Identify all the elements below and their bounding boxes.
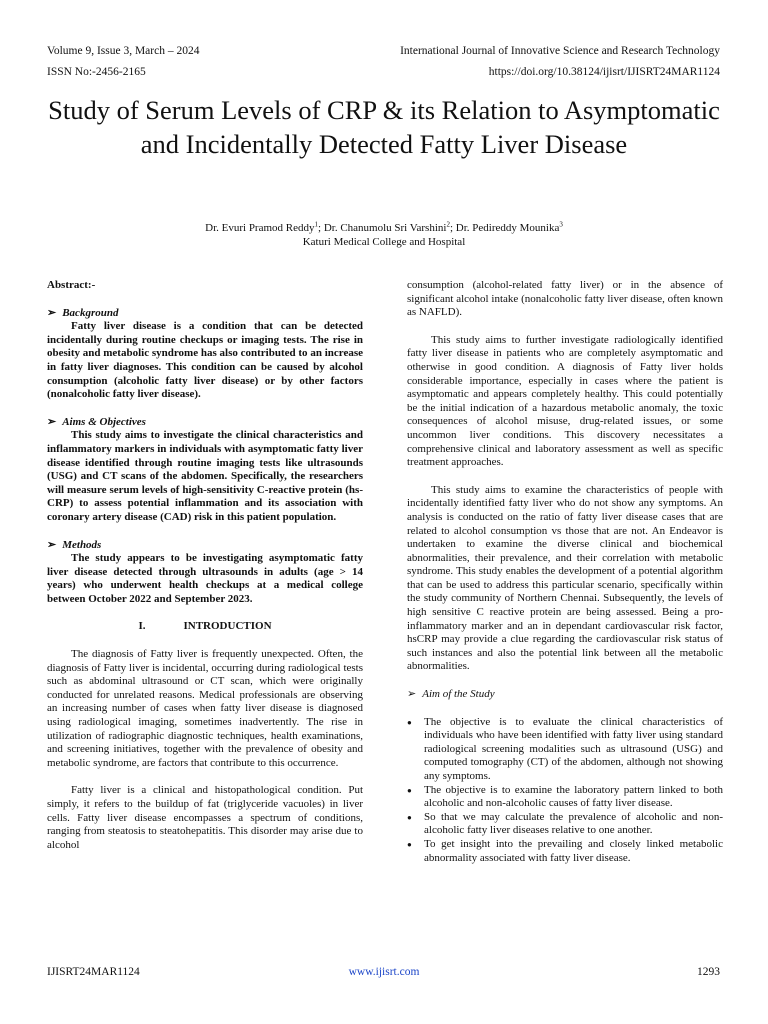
aims-heading [47,416,363,430]
paper-title: Study of Serum Levels of CRP & its Relation to Asymptomatic and Incidentally Detected Fatty Liver Disease [48,95,720,159]
author-3-affil-mark: 3 [559,220,563,229]
author-1: Dr. Evuri Pramod Reddy [205,222,315,234]
section-heading-introduction [47,620,363,634]
arrow-marker-icon: ➢ [407,688,417,701]
right-paragraph-2: This study aims to further investigate radiologically identified fatty liver disease in patients who are completely asymptomatic and otherwise in good condition. A diagnosis of Fatty liver holds considerable importance, especially in cases where the patient is asymptomatic and appears completely healthy. This could potentially be the initial indication of a hazardous metabolic anomaly, the toxic consequences of alcohol misuse, drug-related issues, or some uncommon liver conditions. This discovery necessitates a comprehensive clinical and laboratory assessment as well as specific treatment approaches. [407,333,723,469]
author-3: ; Dr. Pedireddy Mounika [449,222,560,234]
left-column [47,279,363,852]
right-paragraph-3: This study aims to examine the characteristics of people with incidentally identified fatty liver who do not show any symptoms. An analysis is conducted on the ratio of fatty liver disease cases that are related to alcohol consumption vs those that are not. An Endeavor is undertaken to examine the diverse clinical and biochemical abnormalities, their prevalence, and their correlation with metabolic syndrome. This study enables the development of a potential algorithm that can be used to address this particular scenario, specifically within the study community of Northern Chennai. Subsequently, the levels of high sensitive C reactive protein are being assessed. Being a pro-inflammatory marker and an in dependant cardiovascular risk factor, hsCRP may provide a clue regarding the cardiovascular risk status of such instances and also the potential link between all the metabolic abnormalities. [407,483,723,673]
section-number: I. [138,620,146,633]
intro-paragraph-1: The diagnosis of Fatty liver is frequently unexpected. Often, the diagnosis of Fatty liver is incidental, occurring during radiological tests such as abdominal ultrasound or CT scan, which were originally conducted for unrelated reasons. Medical professionals are observing an increasing number of cases when fatty liver disease is diagnosed using radiological imaging, sometimes inadvertently. The rise in utilization of radiographic diagnostic techniques, health examinations, and screening initiatives, together with the prevalence of obesity and metabolic syndrome, are factors that contribute to this occurrence. [47,648,363,769]
list-item: ● The objective is to examine the laboratory pattern linked to both alcoholic and non-alcoholic causes of fatty liver disease. [407,784,723,811]
aims-heading-text: Aims & Objectives [62,415,146,428]
author-block [0,221,768,249]
author-1-affil-mark: 1 [314,220,319,229]
header-volume: Volume 9, Issue 3, March – 2024 [47,45,200,57]
section-title: INTRODUCTION [183,620,272,633]
page-number: 1293 [697,966,720,978]
author-2-affil-mark: 2 [446,220,450,229]
aim-heading-text: Aim of the Study [422,688,495,701]
aim-heading [407,688,723,702]
background-heading [47,307,363,321]
footer-article-id: IJISRT24MAR1124 [47,966,140,978]
methods-text: The study appears to be investigating asymptomatic fatty liver disease detected through ultrasounds in adults (age > 14 years) who underwent health checkups at a medical college between October 2022 and September 2023. [47,552,363,605]
author-2: ; Dr. Chanumolu Sri Varshini [318,222,447,234]
methods-heading-text: Methods [62,538,102,551]
list-item: ● The objective is to evaluate the clinical characteristics of individuals who have been identified with fatty liver using standard radiological screening modalities such as ultrasound (USG) and computed tomography (CT) of the abdomen, although not showing any symptoms. [407,716,723,784]
aims-text: This study aims to investigate the clinical characteristics and inflammatory markers in individuals with asymptomatic fatty liver disease identified through routine imaging tests like ultrasounds (USG) and CT scans of the abdomen. Specifically, the researchers will measure serum levels of high-sensitivity C-reactive protein (hs-CRP) to assess potential inflammation and its association with coronary artery disease (CAD) risk in this patient population. [47,429,363,523]
arrow-marker-icon: ➢ [47,415,57,428]
arrow-marker-icon: ➢ [47,306,57,319]
header-doi[interactable]: https://doi.org/10.38124/ijisrt/IJISRT24MAR1124 [488,66,720,78]
methods-heading [47,539,363,553]
author-list [0,221,768,235]
list-item: ● To get insight into the prevailing and closely linked metabolic abnormality associated with fatty liver disease. [407,838,723,865]
right-column [407,279,723,865]
footer-website-link[interactable]: www.ijisrt.com [348,966,420,978]
intro-paragraph-2: Fatty liver is a clinical and histopathological condition. Put simply, it refers to the buildup of fat (triglyceride vacuoles) in liver cells. Fatty liver disease encompasses a spectrum of conditions, ranging from steatosis to steatohepatitis. This disorder may arise due to alcohol [47,784,363,851]
background-heading-text: Background [62,306,119,319]
background-text: Fatty liver disease is a condition that can be detected incidentally during routine checkups or imaging tests. The rise in obesity and metabolic syndrome has also contributed to an increase in fatty liver diagnoses. This condition can be caused by alcohol consumption (alcoholic fatty liver disease) or by other factors (nonalcoholic fatty liver disease). [47,320,363,401]
abstract-label: Abstract:- [47,279,96,291]
continued-paragraph: consumption (alcohol-related fatty liver) or in the absence of significant alcohol intake (nonalcoholic fatty liver disease, often known as NAFLD). [407,279,723,319]
affiliation: Katuri Medical College and Hospital [302,236,466,248]
arrow-marker-icon: ➢ [47,538,57,551]
header-issn: ISSN No:-2456-2165 [47,66,146,78]
aim-bullet-list [407,716,723,866]
list-item: ● So that we may calculate the prevalence of alcoholic and non-alcoholic fatty liver diseases relative to one another. [407,811,723,838]
header-journal: International Journal of Innovative Science and Research Technology [400,45,720,57]
